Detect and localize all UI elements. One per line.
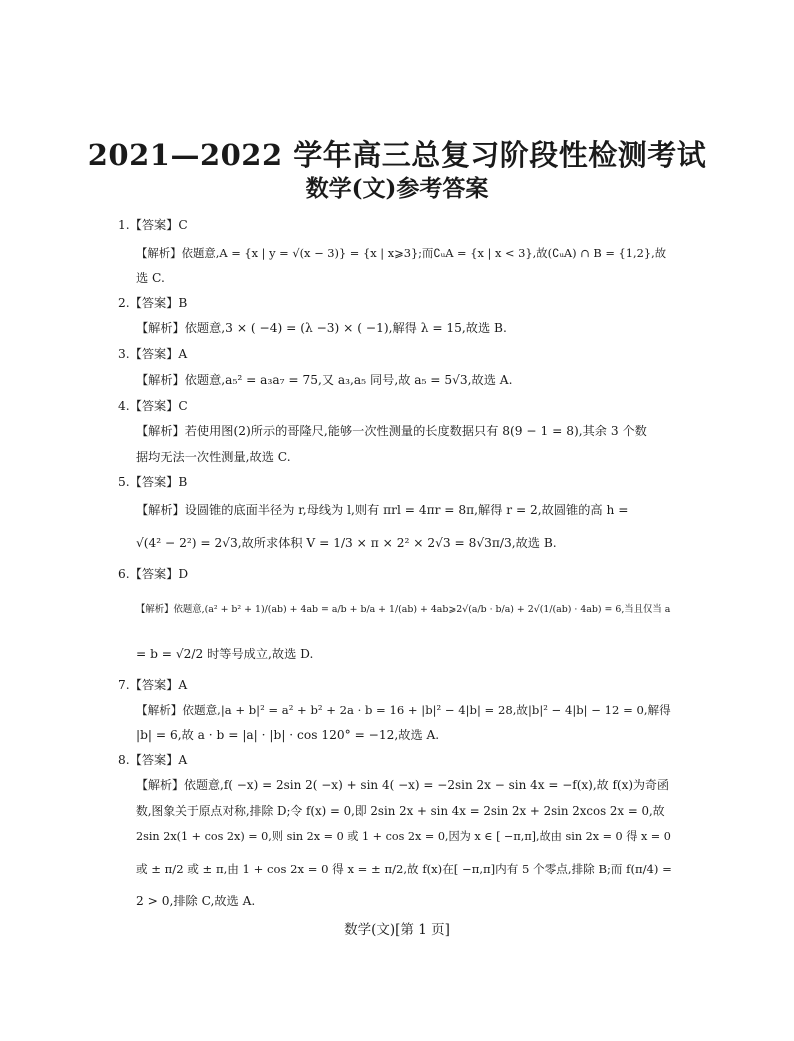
answer-7-explanation-line-1: 【解析】依题意,|a + b|² = a² + b² + 2a · b = 16 + |b|² − 4|b| = 28,故|b|² − 4|b| − 12 = 0,解得	[136, 703, 671, 717]
page-title: 2021—2022 学年高三总复习阶段性检测考试	[87, 138, 707, 172]
answer-1-explanation-line-2: 选 C.	[136, 271, 165, 285]
answer-6-explanation-line-1: 【解析】依题意,(a² + b² + 1)/(ab) + 4ab = a/b + b/a + 1/(ab) + 4ab⩾2√(a/b · b/a) + 2√(1/(ab) · 4ab) = 6,当且仅当 a	[136, 604, 671, 615]
answer-8-explanation-line-1: 【解析】依题意,f( −x) = 2sin 2( −x) + sin 4( −x) = −2sin 2x − sin 4x = −f(x),故 f(x)为奇函	[136, 778, 670, 792]
answer-7-key: 7.【答案】A	[118, 678, 188, 692]
answer-6-key: 6.【答案】D	[118, 567, 189, 581]
answer-7-explanation-line-2: |b| = 6,故 a · b = |a| · |b| · cos 120° = −12,故选 A.	[136, 728, 440, 742]
answer-3-explanation: 【解析】依题意,a₅² = a₃a₇ = 75,又 a₃,a₅ 同号,故 a₅ = 5√3,故选 A.	[136, 373, 513, 387]
answer-8-explanation-line-4: 或 ± π/2 或 ± π,由 1 + cos 2x = 0 得 x = ± π/2,故 f(x)在[ −π,π]内有 5 个零点,排除 B;而 f(π/4) =	[136, 862, 672, 876]
answer-8-explanation-line-2: 数,图象关于原点对称,排除 D;令 f(x) = 0,即 2sin 2x + sin 4x = 2sin 2x + 2sin 2xcos 2x = 0,故	[136, 804, 665, 818]
answer-5-key: 5.【答案】B	[118, 475, 188, 489]
page-subtitle: 数学(文)参考答案	[305, 175, 489, 202]
answer-2-explanation: 【解析】依题意,3 × ( −4) = (λ −3) × ( −1),解得 λ = 15,故选 B.	[136, 321, 507, 335]
answer-1-key: 1.【答案】C	[118, 218, 188, 232]
answer-2-key: 2.【答案】B	[118, 296, 188, 310]
answer-8-explanation-line-3: 2sin 2x(1 + cos 2x) = 0,则 sin 2x = 0 或 1 + cos 2x = 0,因为 x ∈ [ −π,π],故由 sin 2x = 0 得 x = 0	[136, 830, 671, 843]
answer-3-key: 3.【答案】A	[118, 347, 188, 361]
answer-1-explanation-line-1: 【解析】依题意,A = {x | y = √(x − 3)} = {x | x⩾3};而∁ᵤA = {x | x < 3},故(∁ᵤA) ∩ B = {1,2},故	[136, 246, 667, 260]
answer-4-explanation-line-1: 【解析】若使用图(2)所示的哥隆尺,能够一次性测量的长度数据只有 8(9 − 1 = 8),其余 3 个数	[136, 424, 647, 438]
answer-4-key: 4.【答案】C	[118, 399, 188, 413]
page-footer: 数学(文)[第 1 页]	[344, 922, 450, 938]
answer-5-explanation-line-2: √(4² − 2²) = 2√3,故所求体积 V = 1/3 × π × 2² × 2√3 = 8√3π/3,故选 B.	[136, 536, 557, 550]
answer-6-explanation-line-2: = b = √2/2 时等号成立,故选 D.	[136, 647, 314, 661]
answer-8-key: 8.【答案】A	[118, 753, 188, 767]
answer-5-explanation-line-1: 【解析】设圆锥的底面半径为 r,母线为 l,则有 πrl = 4πr = 8π,解得 r = 2,故圆锥的高 h =	[136, 503, 629, 517]
answer-8-explanation-line-5: 2 > 0,排除 C,故选 A.	[136, 894, 256, 908]
answer-4-explanation-line-2: 据均无法一次性测量,故选 C.	[136, 450, 291, 464]
